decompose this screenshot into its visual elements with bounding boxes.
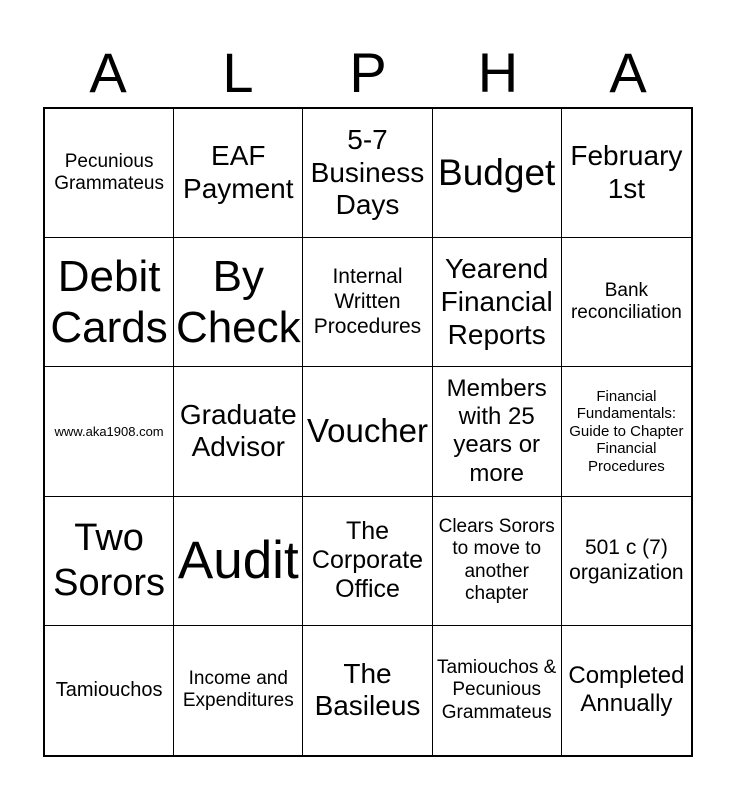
cell-text: Completed Annually [568,662,685,718]
bingo-cell[interactable] [45,238,174,367]
bingo-cell[interactable] [303,109,432,238]
cell-text: EAF Payment [183,140,294,205]
bingo-cell[interactable] [45,626,174,755]
bingo-cell[interactable] [433,109,562,238]
header-letter-h: H [477,41,519,104]
bingo-cell[interactable] [562,367,691,496]
bingo-cell[interactable] [433,626,562,755]
bingo-cell[interactable] [45,109,174,238]
cell-text: Voucher [306,412,429,450]
bingo-cell[interactable] [174,367,303,496]
bingo-header [43,40,693,106]
header-letter-a: A [89,41,127,104]
header-letter-l: L [222,41,254,104]
bingo-cell[interactable] [174,109,303,238]
bingo-cell[interactable] [45,367,174,496]
bingo-cell[interactable] [562,238,691,367]
cell-text: Clears Sorors to move to another chapter [438,516,555,604]
bingo-cell[interactable] [303,497,432,626]
cell-text: Income and Expenditures [182,668,294,712]
bingo-cell[interactable] [45,497,174,626]
cell-text: Internal Written Procedures [313,265,422,338]
cell-text: Budget [438,152,556,194]
bingo-cell[interactable] [433,367,562,496]
cell-text: Bank reconciliation [570,280,682,324]
cell-text: Debit Cards [50,251,168,353]
bingo-cell[interactable] [433,497,562,626]
bingo-cell[interactable] [303,367,432,496]
cell-text: February 1st [570,140,683,205]
cell-text: By Check [175,251,301,353]
cell-text: Members with 25 years or more [446,375,547,487]
cell-text: Tamiouchos [55,678,163,701]
bingo-cell[interactable] [174,497,303,626]
bingo-cell[interactable] [303,238,432,367]
cell-text: 5-7 Business Days [310,123,425,221]
bingo-board [43,107,693,757]
cell-text: Graduate Advisor [179,398,297,463]
bingo-cell[interactable] [174,626,303,755]
cell-text: Pecunious Grammateus [54,150,164,195]
bingo-cell[interactable] [174,238,303,367]
cell-text: 501 c (7) organization [569,536,684,584]
header-letter-p: P [349,41,387,104]
header-letter-a2: A [609,41,647,104]
bingo-cell[interactable] [433,238,562,367]
cell-text: Audit [177,530,299,590]
bingo-cell[interactable] [562,109,691,238]
bingo-cell[interactable] [562,626,691,755]
cell-text: www.aka1908.com [54,423,164,439]
bingo-cell[interactable] [562,497,691,626]
cell-text: Financial Fundamentals: Guide to Chapter Financial Procedures [569,387,684,475]
cell-text: Two Sorors [53,517,166,604]
cell-text: The Basileus [314,657,421,722]
bingo-cell[interactable] [303,626,432,755]
cell-text: Yearend Financial Reports [440,253,553,350]
cell-text: The Corporate Office [311,516,424,604]
cell-text: Tamiouchos & Pecunious Grammateus [437,657,557,723]
